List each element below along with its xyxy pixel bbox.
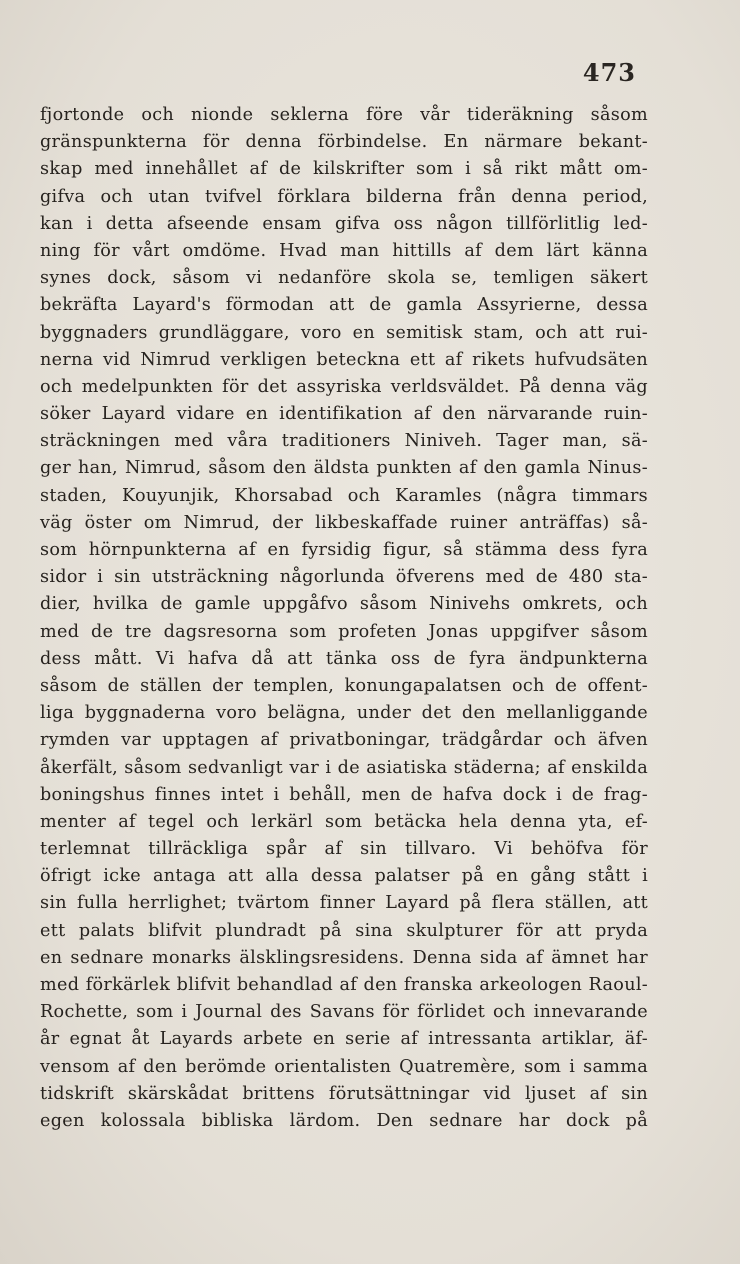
text-line: synes dock, såsom vi nedanföre skola se, temligen säkert [40,268,648,289]
text-line: liga byggnaderna voro belägna, under det den mellanliggande [40,703,648,724]
text-line: nerna vid Nimrud verkligen beteckna ett af rikets hufvudsäten [40,349,648,370]
text-line: tidskrift skärskådat brittens förutsättningar vid ljuset af sin [40,1083,648,1104]
text-line: rymden var upptagen af privatboningar, trädgårdar och äfven [40,730,648,751]
text-line: år egnat åt Layards arbete en serie af intressanta artiklar, äf- [40,1029,648,1050]
text-line: sidor i sin utsträckning någorlunda öfverens med de 480 sta- [40,567,648,588]
text-line: öfrigt icke antaga att alla dessa palatser på en gång stått i [40,866,648,887]
text-line: gränspunkterna för denna förbindelse. En närmare bekant- [40,132,648,153]
text-line: väg öster om Nimrud, der likbeskaffade ruiner anträffas) så- [40,512,648,533]
text-line: egen kolossala bibliska lärdom. Den sednare har dock på [40,1110,648,1131]
text-line: ger han, Nimrud, såsom den äldsta punkten af den gamla Ninus- [40,458,648,479]
text-line: gifva och utan tvifvel förklara bilderna från denna period, [40,186,648,207]
text-line: bekräfta Layard's förmodan att de gamla Assyrierne, dessa [40,295,648,316]
text-line: söker Layard vidare en identifikation af den närvarande ruin- [40,404,648,425]
text-line: såsom de ställen der templen, konungapalatsen och de offent- [40,675,648,696]
text-line: terlemnat tillräckliga spår af sin tillvaro. Vi behöfva för [40,839,648,860]
text-line: byggnaders grundläggare, voro en semitisk stam, och att rui- [40,322,648,343]
text-line: sträckningen med våra traditioners Niniveh. Tager man, sä- [40,431,648,452]
text-line: ning för vårt omdöme. Hvad man hittills af dem lärt känna [40,240,648,261]
text-line: dier, hvilka de gamle uppgåfvo såsom Ninivehs omkrets, och [40,594,648,615]
page-number: 473 [582,58,636,87]
text-line: ett palats blifvit plundradt på sina skulpturer för att pryda [40,920,648,941]
text-line: sin fulla herrlighet; tvärtom finner Layard på flera ställen, att [40,893,648,914]
text-line: fjortonde och nionde seklerna före vår tideräkning såsom [40,105,648,125]
text-line: kan i detta afseende ensam gifva oss någon tillförlitlig led- [40,213,648,234]
text-line: vensom af den berömde orientalisten Quatremère, som i samma [40,1056,648,1077]
text-line: och medelpunkten för det assyriska verldsväldet. På denna väg [40,376,648,397]
text-line: som hörnpunkterna af en fyrsidig figur, så stämma dess fyra [40,540,648,560]
text-line: dess mått. Vi hafva då att tänka oss de fyra ändpunkterna [40,648,648,669]
text-line: åkerfält, såsom sedvanligt var i de asiatiska städerna; af enskilda [40,757,648,778]
body-text [40,102,648,1135]
text-line: menter af tegel och lerkärl som betäcka hela denna yta, ef- [40,811,648,832]
text-line: med förkärlek blifvit behandlad af den franska arkeologen Raoul- [40,975,648,995]
text-line: Rochette, som i Journal des Savans för förlidet och innevarande [40,1002,648,1023]
text-line: boningshus finnes intet i behåll, men de hafva dock i de frag- [40,784,648,805]
text-line: staden, Kouyunjik, Khorsabad och Karamles (några timmars [40,485,648,506]
text-line: skap med innehållet af de kilskrifter som i så rikt mått om- [40,159,648,180]
text-line: med de tre dagsresorna som profeten Jonas uppgifver såsom [40,621,648,642]
text-line: en sednare monarks älsklingsresidens. Denna sida af ämnet har [40,947,648,968]
